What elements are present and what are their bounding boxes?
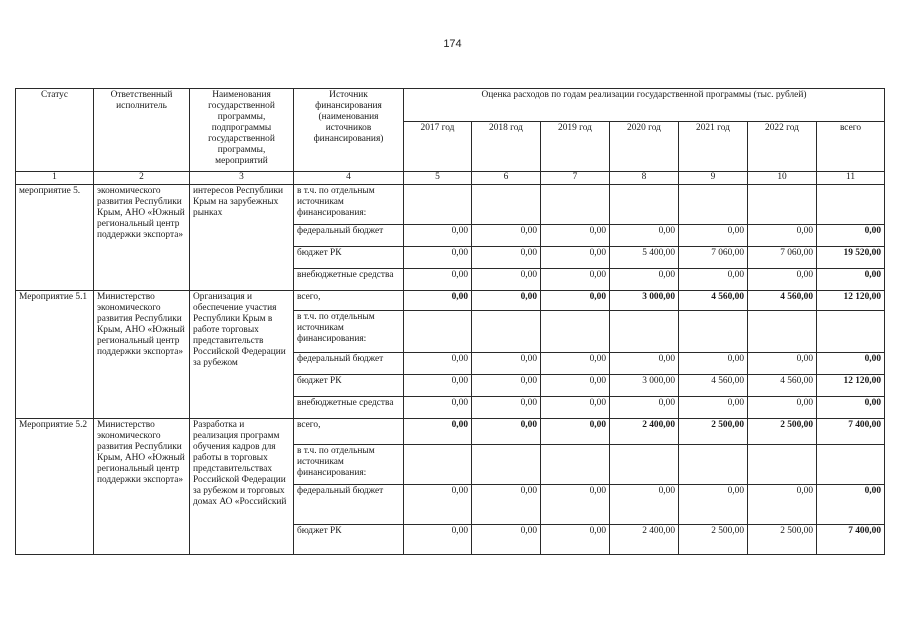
row-year-value: 0,00 bbox=[404, 291, 472, 311]
row-funding-source: бюджет РК bbox=[294, 375, 404, 397]
row-year-value: 0,00 bbox=[472, 397, 541, 419]
header-year: 2022 год bbox=[748, 122, 817, 172]
row-total-value bbox=[817, 185, 885, 225]
row-year-value bbox=[748, 311, 817, 353]
row-year-value: 0,00 bbox=[679, 225, 748, 247]
header-funding-source: Источник финансирования (наименования источников финансирования) bbox=[294, 89, 404, 172]
header-executor: Ответственный исполнитель bbox=[94, 89, 190, 172]
row-year-value: 0,00 bbox=[679, 269, 748, 291]
row-event-name: Организация и обеспечение участия Республики Крым в работе торговых представительств Российской Федерации за рубежом bbox=[190, 291, 294, 419]
row-year-value: 2 500,00 bbox=[679, 419, 748, 445]
row-year-value: 0,00 bbox=[541, 375, 610, 397]
row-status: Мероприятие 5.1 bbox=[16, 291, 94, 419]
row-year-value: 0,00 bbox=[404, 485, 472, 525]
row-year-value: 0,00 bbox=[541, 247, 610, 269]
row-year-value: 0,00 bbox=[404, 353, 472, 375]
row-year-value: 2 500,00 bbox=[748, 525, 817, 555]
row-year-value bbox=[679, 311, 748, 353]
row-year-value: 0,00 bbox=[404, 397, 472, 419]
table-row bbox=[16, 291, 885, 311]
row-year-value bbox=[679, 185, 748, 225]
table-row bbox=[16, 419, 885, 445]
row-status: Мероприятие 5.2 bbox=[16, 419, 94, 555]
row-year-value: 0,00 bbox=[610, 353, 679, 375]
row-year-value: 0,00 bbox=[472, 269, 541, 291]
row-status: мероприятие 5. bbox=[16, 185, 94, 291]
row-event-name: интересов Республики Крым на зарубежных рынках bbox=[190, 185, 294, 291]
row-year-value: 0,00 bbox=[472, 419, 541, 445]
row-year-value: 0,00 bbox=[404, 225, 472, 247]
row-year-value bbox=[404, 185, 472, 225]
row-executor: экономического развития Республики Крым, АНО «Южный региональный центр поддержки экспорта» bbox=[94, 185, 190, 291]
column-number: 1 bbox=[16, 172, 94, 185]
column-number: 11 bbox=[817, 172, 885, 185]
row-funding-source: в т.ч. по отдельным источникам финансирования: bbox=[294, 445, 404, 485]
header-total: всего bbox=[817, 122, 885, 172]
row-year-value: 0,00 bbox=[472, 485, 541, 525]
row-year-value bbox=[541, 445, 610, 485]
row-year-value bbox=[610, 311, 679, 353]
table-body bbox=[16, 172, 885, 555]
row-year-value bbox=[610, 445, 679, 485]
column-number: 4 bbox=[294, 172, 404, 185]
row-funding-source: в т.ч. по отдельным источникам финансирования: bbox=[294, 311, 404, 353]
row-total-value bbox=[817, 311, 885, 353]
row-total-value: 0,00 bbox=[817, 225, 885, 247]
row-year-value: 4 560,00 bbox=[679, 291, 748, 311]
row-year-value: 0,00 bbox=[679, 353, 748, 375]
row-year-value: 7 060,00 bbox=[748, 247, 817, 269]
row-year-value: 0,00 bbox=[541, 291, 610, 311]
row-year-value: 0,00 bbox=[472, 375, 541, 397]
column-number: 8 bbox=[610, 172, 679, 185]
row-year-value bbox=[748, 445, 817, 485]
row-year-value: 0,00 bbox=[541, 353, 610, 375]
header-year: 2021 год bbox=[679, 122, 748, 172]
row-year-value: 2 500,00 bbox=[679, 525, 748, 555]
row-total-value: 0,00 bbox=[817, 397, 885, 419]
row-total-value: 12 120,00 bbox=[817, 375, 885, 397]
row-year-value: 4 560,00 bbox=[748, 291, 817, 311]
column-number: 3 bbox=[190, 172, 294, 185]
row-year-value: 0,00 bbox=[472, 247, 541, 269]
row-funding-source: федеральный бюджет bbox=[294, 485, 404, 525]
row-year-value: 0,00 bbox=[541, 419, 610, 445]
row-year-value: 0,00 bbox=[404, 525, 472, 555]
row-year-value: 0,00 bbox=[541, 525, 610, 555]
row-year-value bbox=[610, 185, 679, 225]
row-year-value: 0,00 bbox=[541, 397, 610, 419]
row-total-value: 0,00 bbox=[817, 353, 885, 375]
row-year-value: 2 400,00 bbox=[610, 525, 679, 555]
row-funding-source: бюджет РК bbox=[294, 525, 404, 555]
budget-table bbox=[15, 88, 885, 555]
row-funding-source: бюджет РК bbox=[294, 247, 404, 269]
row-year-value: 0,00 bbox=[748, 269, 817, 291]
row-year-value bbox=[472, 445, 541, 485]
row-total-value: 7 400,00 bbox=[817, 419, 885, 445]
column-number: 9 bbox=[679, 172, 748, 185]
row-year-value: 0,00 bbox=[610, 485, 679, 525]
row-year-value: 7 060,00 bbox=[679, 247, 748, 269]
row-year-value: 2 400,00 bbox=[610, 419, 679, 445]
row-year-value: 0,00 bbox=[404, 419, 472, 445]
row-year-value: 0,00 bbox=[748, 225, 817, 247]
table-row bbox=[16, 185, 885, 225]
row-year-value: 0,00 bbox=[404, 247, 472, 269]
row-year-value: 0,00 bbox=[679, 485, 748, 525]
row-year-value bbox=[404, 311, 472, 353]
row-year-value: 0,00 bbox=[541, 269, 610, 291]
row-year-value bbox=[748, 185, 817, 225]
header-program-name: Наименования государственной программы, подпрограммы государственной программы, мероприятий bbox=[190, 89, 294, 172]
row-year-value: 5 400,00 bbox=[610, 247, 679, 269]
header-year: 2018 год bbox=[472, 122, 541, 172]
header-cost-estimate: Оценка расходов по годам реализации государственной программы (тыс. рублей) bbox=[404, 89, 885, 122]
row-funding-source: федеральный бюджет bbox=[294, 225, 404, 247]
row-funding-source: внебюджетные средства bbox=[294, 269, 404, 291]
row-year-value bbox=[541, 185, 610, 225]
row-year-value: 0,00 bbox=[610, 397, 679, 419]
row-total-value: 0,00 bbox=[817, 485, 885, 525]
row-year-value: 4 560,00 bbox=[679, 375, 748, 397]
row-year-value bbox=[472, 185, 541, 225]
row-year-value bbox=[679, 445, 748, 485]
header-status: Статус bbox=[16, 89, 94, 172]
row-year-value: 0,00 bbox=[679, 397, 748, 419]
row-total-value: 19 520,00 bbox=[817, 247, 885, 269]
column-number: 7 bbox=[541, 172, 610, 185]
row-total-value: 7 400,00 bbox=[817, 525, 885, 555]
row-year-value: 3 000,00 bbox=[610, 375, 679, 397]
row-year-value: 0,00 bbox=[472, 291, 541, 311]
row-year-value: 3 000,00 bbox=[610, 291, 679, 311]
row-year-value: 0,00 bbox=[404, 375, 472, 397]
row-year-value: 0,00 bbox=[541, 485, 610, 525]
row-total-value: 12 120,00 bbox=[817, 291, 885, 311]
row-year-value: 0,00 bbox=[541, 225, 610, 247]
row-year-value: 0,00 bbox=[472, 525, 541, 555]
page-number: 174 bbox=[443, 38, 462, 50]
row-year-value: 4 560,00 bbox=[748, 375, 817, 397]
row-year-value: 0,00 bbox=[610, 269, 679, 291]
column-number-row bbox=[16, 172, 885, 185]
header-year: 2019 год bbox=[541, 122, 610, 172]
column-number: 6 bbox=[472, 172, 541, 185]
row-funding-source: всего, bbox=[294, 419, 404, 445]
column-number: 10 bbox=[748, 172, 817, 185]
row-year-value: 0,00 bbox=[748, 397, 817, 419]
row-year-value: 0,00 bbox=[472, 353, 541, 375]
row-executor: Министерство экономического развития Республики Крым, АНО «Южный региональный центр поддержки экспорта» bbox=[94, 291, 190, 419]
row-year-value: 0,00 bbox=[748, 353, 817, 375]
row-funding-source: внебюджетные средства bbox=[294, 397, 404, 419]
row-executor: Министерство экономического развития Республики Крым, АНО «Южный региональный центр поддержки экспорта» bbox=[94, 419, 190, 555]
row-funding-source: федеральный бюджет bbox=[294, 353, 404, 375]
row-funding-source: всего, bbox=[294, 291, 404, 311]
row-event-name: Разработка и реализация программ обучения кадров для работы в торговых представительствах Российской Федерации за рубежом и торговых домах АО «Российский bbox=[190, 419, 294, 555]
row-year-value bbox=[404, 445, 472, 485]
row-year-value: 0,00 bbox=[748, 485, 817, 525]
row-year-value: 0,00 bbox=[404, 269, 472, 291]
row-year-value: 0,00 bbox=[610, 225, 679, 247]
column-number: 2 bbox=[94, 172, 190, 185]
row-year-value: 0,00 bbox=[472, 225, 541, 247]
row-total-value bbox=[817, 445, 885, 485]
header-year: 2020 год bbox=[610, 122, 679, 172]
row-funding-source: в т.ч. по отдельным источникам финансирования: bbox=[294, 185, 404, 225]
header-year: 2017 год bbox=[404, 122, 472, 172]
row-year-value: 2 500,00 bbox=[748, 419, 817, 445]
row-year-value bbox=[541, 311, 610, 353]
column-number: 5 bbox=[404, 172, 472, 185]
row-total-value: 0,00 bbox=[817, 269, 885, 291]
row-year-value bbox=[472, 311, 541, 353]
